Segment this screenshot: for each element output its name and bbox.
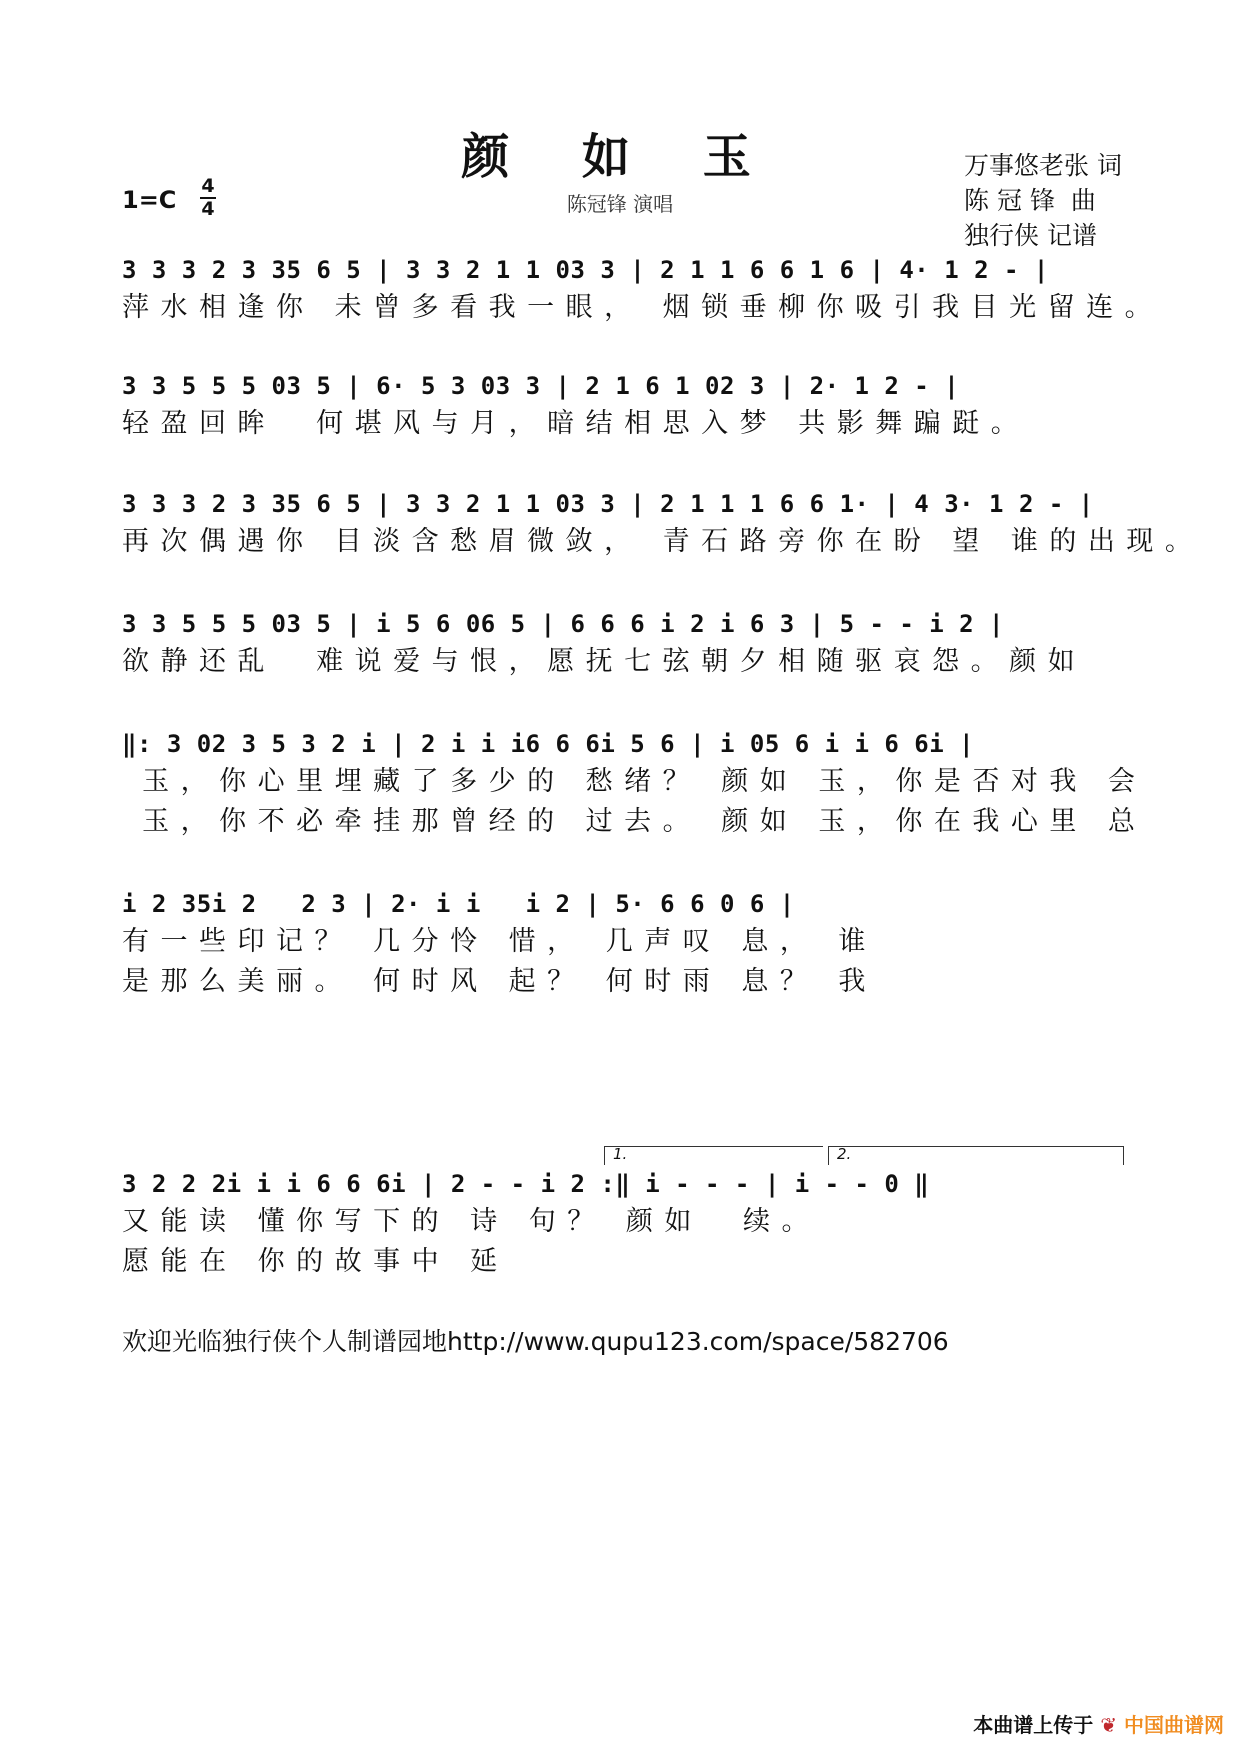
watermark: [973, 1709, 1224, 1738]
lyric-line: 萍水相逢你 未曾多看我一眼， 烟锁垂柳你吸引我目光留连。: [122, 292, 1164, 323]
lyric-line: 有一些印记？ 几分怜 惜， 几声叹 息， 谁: [122, 926, 877, 957]
volta-second-ending: [828, 1146, 1124, 1165]
key-signature: 1=C: [122, 186, 177, 214]
watermark-text: 本曲谱上传于: [973, 1713, 1094, 1737]
notation-line: 3 3 3 2 3 35 6 5 | 3 3 2 1 1 03 3 | 2 1 1 6 6 1 6 | 4· 1 2 - |: [122, 256, 1049, 284]
lyric-line: 欲静还乱 难说爱与恨，愿抚七弦朝夕相随驱哀怨。颜如: [122, 646, 1087, 677]
time-signature: [200, 176, 216, 220]
lyric-line: 玉，你心里埋藏了多少的 愁绪？ 颜如 玉，你是否对我 会: [122, 766, 1147, 797]
notation-line: i 2 35i 2 2 3 | 2· i i i 2 | 5· 6 6 0 6 |: [122, 890, 795, 918]
notation-line: 3 3 3 2 3 35 6 5 | 3 3 2 1 1 03 3 | 2 1 1 1 6 6 1· | 4 3· 1 2 - |: [122, 490, 1094, 518]
lyric-line: 再次偶遇你 目淡含愁眉微敛， 青石路旁你在盼 望 谁的出现。: [122, 526, 1204, 557]
notation-line: 3 2 2 2i i i 6 6 6i | 2 - - i 2 :‖ i - - - | i - - 0 ‖: [122, 1170, 930, 1198]
notation-line: 3 3 5 5 5 03 5 | 6· 5 3 03 3 | 2 1 6 1 02 3 | 2· 1 2 - |: [122, 372, 960, 400]
lyric-line: 又能读 懂你写下的 诗 句？ 颜如 续。: [122, 1206, 820, 1237]
site-logo-icon: ❦: [1100, 1713, 1118, 1737]
performer-credit: 陈冠锋 演唱: [566, 192, 674, 216]
score-system-5: [122, 726, 1147, 842]
watermark-logo: 中国曲谱网: [1124, 1713, 1224, 1737]
lyricist-credit: 万事悠老张 词: [964, 151, 1122, 180]
score-system-6: [122, 886, 1132, 1002]
credits-block: [964, 148, 1122, 253]
notation-line: ‖: 3 02 3 5 3 2 i | 2 i i i6 6 6i 5 6 | i 05 6 i i 6 6i |: [122, 730, 975, 758]
notation-line: 3 3 5 5 5 03 5 | i 5 6 06 5 | 6 6 6 i 2 i 6 3 | 5 - - i 2 |: [122, 610, 1005, 638]
score-system-1: [122, 252, 1164, 328]
score-system-4: [122, 606, 1132, 682]
lyric-line: 愿能在 你的故事中 延: [122, 1246, 509, 1277]
footer-note: 欢迎光临独行侠个人制谱园地http://www.qupu123.com/space/582706: [122, 1327, 949, 1356]
transcriber-credit: 独行侠 记谱: [964, 221, 1097, 250]
volta-label: 2.: [837, 1145, 852, 1163]
score-system-7: [122, 1166, 1132, 1282]
song-title: 颜 如 玉: [461, 129, 779, 185]
volta-first-ending: [604, 1146, 823, 1165]
lyric-line: 玉，你不必牵挂那曾经的 过去。 颜如 玉，你在我心里 总: [122, 806, 1147, 837]
meter-bottom: 4: [201, 198, 215, 220]
lyric-line: 轻盈回眸 何堪风与月，暗结相思入梦 共影舞蹁跹。: [122, 408, 1030, 439]
lyric-line: 是那么美丽。 何时风 起？ 何时雨 息？ 我: [122, 966, 877, 997]
meter-top: 4: [201, 175, 215, 197]
composer-credit: 陈 冠 锋 曲: [964, 186, 1096, 215]
score-system-3: [122, 486, 1204, 562]
volta-label: 1.: [613, 1145, 628, 1163]
score-system-2: [122, 368, 1132, 444]
